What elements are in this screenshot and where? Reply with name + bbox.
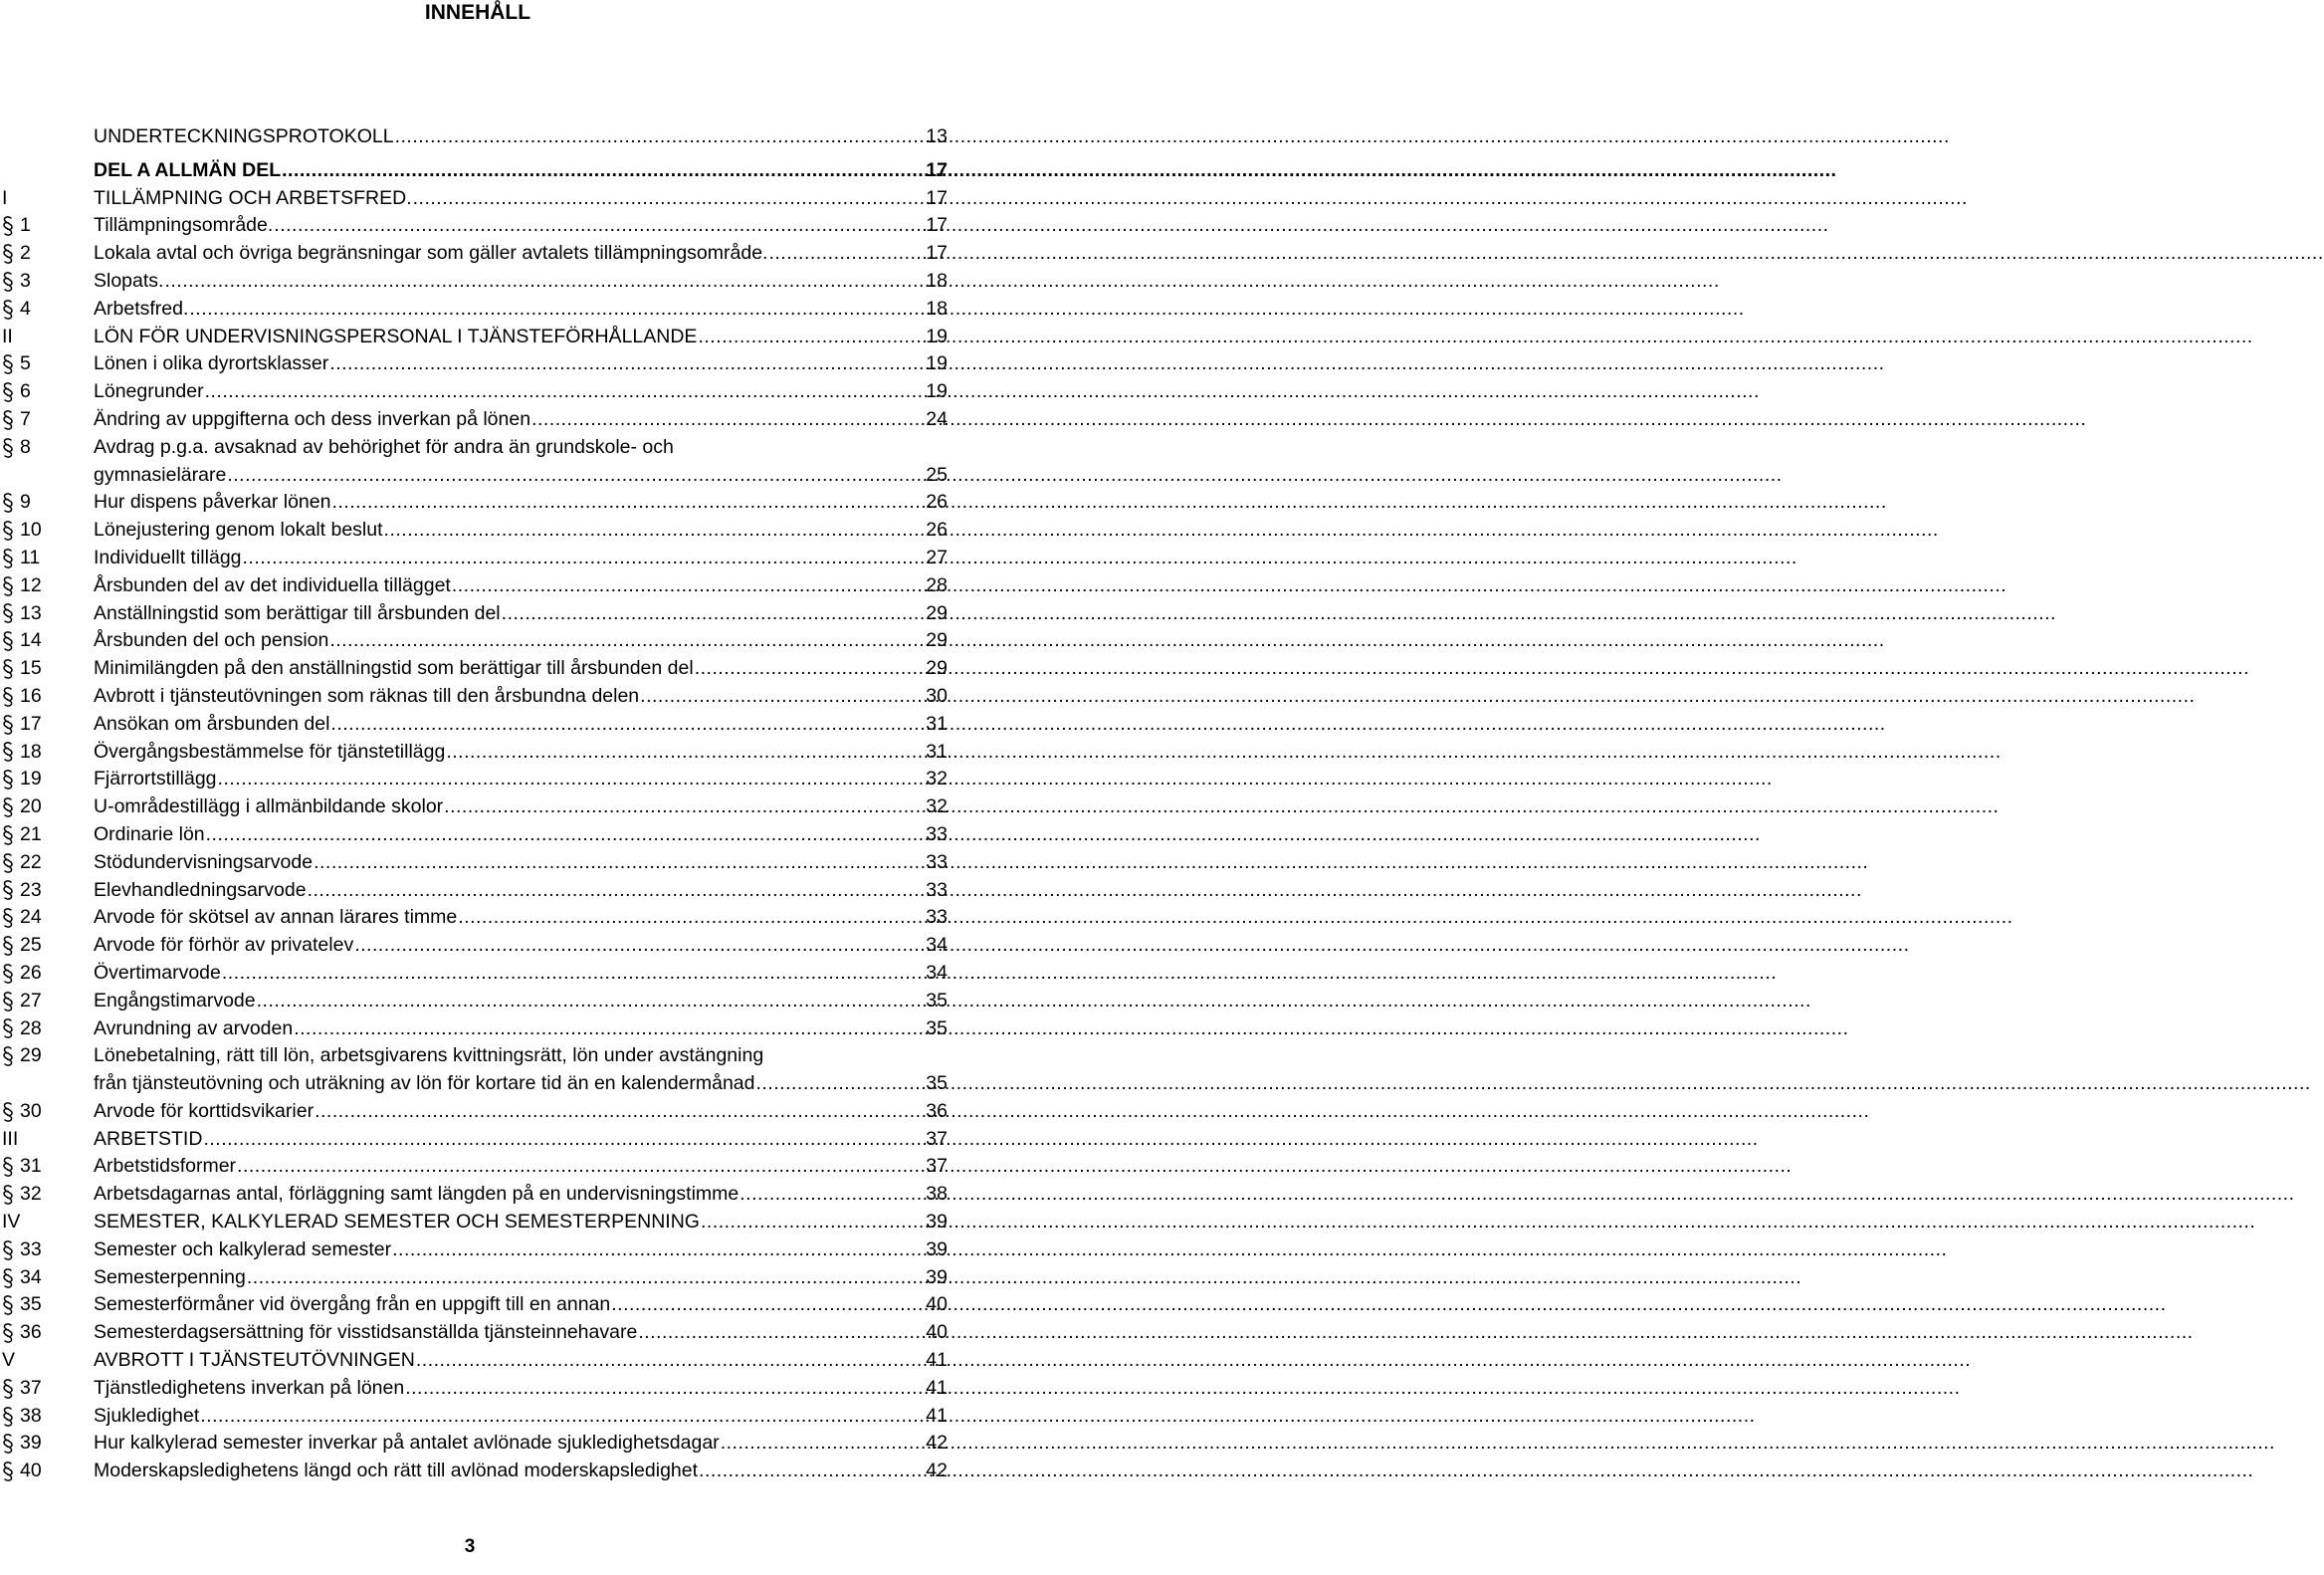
section-sign-icon (0, 268, 20, 296)
toc-entry-title: Arbetsfred. (94, 297, 189, 320)
toc-entry[interactable] (0, 655, 948, 683)
section-sign-icon (0, 517, 20, 545)
toc-entry[interactable] (0, 960, 948, 988)
toc-entry[interactable] (0, 212, 948, 240)
section-sign-icon (0, 793, 20, 821)
dot-leader (694, 655, 926, 683)
toc-page-number: 39 (926, 1265, 948, 1288)
toc-entry[interactable] (0, 793, 948, 821)
page-title: INNEHÅLL (424, 1, 531, 24)
dot-leader (226, 462, 926, 490)
toc-page-number: 17 (926, 214, 948, 237)
toc-page-number: 37 (926, 1127, 948, 1150)
dot-leader (443, 793, 926, 821)
dot-leader (236, 1153, 926, 1181)
dot-leader (217, 766, 926, 793)
section-sign-icon (0, 240, 20, 268)
section-number: 3 (20, 269, 31, 292)
section-number: 23 (20, 878, 42, 901)
section-sign-icon (0, 904, 20, 932)
toc-entry[interactable] (0, 1458, 948, 1485)
section-number: 18 (20, 740, 42, 763)
toc-page-number: 34 (926, 934, 948, 957)
section-sign-icon (0, 1153, 20, 1181)
toc-page-number: 36 (926, 1099, 948, 1122)
dot-leader (698, 1458, 926, 1485)
toc-entry-title: Engångstimarvode (94, 989, 256, 1012)
section-number: 35 (20, 1293, 42, 1316)
section-sign-icon (0, 1458, 20, 1485)
dot-leader (188, 296, 926, 324)
section-sign-icon (0, 1430, 20, 1458)
toc-entry-title: SEMESTER, KALKYLERAD SEMESTER OCH SEMESTERPENNING (94, 1211, 700, 1234)
dot-leader (330, 489, 926, 517)
toc-entry-title: Anställningstid som berättigar till årsbunden del (94, 601, 501, 624)
toc-entry-title: Arvode för skötsel av annan lärares timme (94, 906, 458, 929)
chapter-number: IV (2, 1211, 21, 1234)
toc-entry-title: U-områdestillägg i allmänbildande skolor (94, 795, 444, 818)
toc-entry[interactable] (0, 1153, 948, 1181)
section-sign-icon (0, 1375, 20, 1403)
toc-page-number: 17 (926, 242, 948, 265)
section-number: 8 (20, 435, 31, 458)
toc-entry[interactable] (0, 1264, 948, 1292)
toc-entry-title: Lokala avtal och övriga begränsningar som gäller avtalets tillämpningsområde. (94, 242, 768, 265)
toc-page-number: 31 (926, 712, 948, 735)
section-sign-icon (0, 821, 20, 849)
toc-entry-title-continued: gymnasielärare (94, 463, 227, 486)
toc-page-number: 24 (926, 407, 948, 430)
dot-leader (394, 123, 926, 151)
chapter-number: I (2, 186, 8, 209)
toc-page-number: 18 (926, 297, 948, 320)
dot-leader (720, 1430, 926, 1458)
toc-entry[interactable] (0, 268, 948, 296)
dot-leader (314, 1098, 926, 1126)
dot-leader (610, 1291, 926, 1319)
toc-entry[interactable] (0, 434, 948, 490)
section-sign-icon (0, 1403, 20, 1431)
section-sign-icon (0, 1264, 20, 1292)
toc-entry-title: Årsbunden del och pension (94, 629, 329, 652)
toc-entry-title: UNDERTECKNINGSPROTOKOLL (94, 125, 394, 147)
toc-page-number: 29 (926, 657, 948, 680)
section-sign-icon (0, 1319, 20, 1347)
section-sign-icon (0, 572, 20, 600)
toc-entry[interactable] (0, 123, 948, 151)
dot-leader (404, 1375, 926, 1403)
dot-leader (415, 1347, 926, 1375)
toc-entry-title: Stödundervisningsarvode (94, 850, 314, 873)
page-number: 3 (464, 1536, 476, 1557)
toc-entry[interactable] (0, 1319, 948, 1347)
section-number: 9 (20, 491, 31, 514)
section-number: 16 (20, 684, 42, 707)
dot-leader (307, 877, 926, 905)
toc-entry[interactable] (0, 350, 948, 378)
section-number: 25 (20, 934, 42, 957)
toc-entry[interactable] (0, 1237, 948, 1264)
chapter-number: III (2, 1127, 19, 1150)
section-number: 40 (20, 1460, 42, 1482)
toc-entry-title: Hur dispens påverkar lönen (94, 491, 331, 514)
toc-page-number: 17 (926, 158, 948, 181)
section-number: 28 (20, 1016, 42, 1039)
toc-entry[interactable] (0, 1098, 948, 1126)
toc-page-number: 18 (926, 269, 948, 292)
section-number: 1 (20, 214, 31, 237)
toc-entry[interactable] (0, 1403, 948, 1431)
section-number: 26 (20, 961, 42, 984)
section-number: 6 (20, 380, 31, 403)
toc-entry[interactable] (0, 1430, 948, 1458)
toc-entry[interactable] (0, 572, 948, 600)
toc-entry-title: ARBETSTID (94, 1127, 203, 1150)
dot-leader (755, 1070, 927, 1098)
toc-page-number: 35 (926, 1072, 948, 1095)
toc-entry-title: Avrundning av arvoden (94, 1016, 294, 1039)
toc-entry-title: Övertimarvode (94, 961, 221, 984)
toc-page-number: 13 (926, 125, 948, 147)
toc-entry[interactable] (0, 627, 948, 655)
section-sign-icon (0, 350, 20, 378)
toc-page-number: 19 (926, 325, 948, 347)
toc-page-number: 40 (926, 1321, 948, 1344)
dot-leader (199, 1403, 926, 1431)
toc-page-number: 26 (926, 519, 948, 542)
dot-leader (328, 350, 926, 378)
toc-entry[interactable] (0, 988, 948, 1015)
section-sign-icon (0, 1098, 20, 1126)
section-sign-icon (0, 627, 20, 655)
section-number: 14 (20, 629, 42, 652)
toc-entry-title: AVBROTT I TJÄNSTEUTÖVNINGEN (94, 1349, 415, 1372)
dot-leader (246, 1264, 926, 1292)
toc-entry-title: Arbetsdagarnas antal, förläggning samt längden på en undervisningstimme (94, 1183, 739, 1206)
toc-entry[interactable] (0, 240, 948, 268)
section-sign-icon (0, 766, 20, 793)
dot-leader (445, 739, 926, 767)
toc-page-number: 17 (926, 186, 948, 209)
toc-page-number: 41 (926, 1404, 948, 1427)
section-sign-icon (0, 988, 20, 1015)
toc-entry-title: Ordinarie lön (94, 822, 205, 845)
toc-entry[interactable] (0, 1042, 948, 1098)
toc-page-number: 30 (926, 684, 948, 707)
section-number: 31 (20, 1155, 42, 1178)
toc-entry-title: Arvode för korttidsvikarier (94, 1099, 315, 1122)
toc-page-number: 38 (926, 1183, 948, 1206)
toc-entry[interactable] (0, 739, 948, 767)
section-number: 19 (20, 768, 42, 790)
toc-page-number: 19 (926, 352, 948, 375)
toc-entry-title: Tillämpningsområde. (94, 214, 274, 237)
chapter-number: II (2, 325, 13, 347)
toc-entry[interactable] (0, 766, 948, 793)
toc-entry-title: Ändring av uppgifterna och dess inverkan på lönen (94, 407, 531, 430)
toc-entry[interactable] (0, 545, 948, 572)
toc-entry[interactable] (0, 296, 948, 324)
dot-leader (273, 212, 926, 240)
toc-entry[interactable] (0, 406, 948, 434)
section-sign-icon (0, 489, 20, 517)
toc-page-number: 29 (926, 629, 948, 652)
section-sign-icon (0, 378, 20, 406)
section-sign-icon (0, 932, 20, 960)
toc-entry-title: Semester och kalkylerad semester (94, 1238, 392, 1260)
section-sign-icon (0, 212, 20, 240)
toc-page-number: 26 (926, 491, 948, 514)
toc-entry-title: Avdrag p.g.a. avsaknad av behörighet för andra än grundskole- och (94, 435, 674, 458)
section-sign-icon (0, 1015, 20, 1043)
toc-page-number: 31 (926, 740, 948, 763)
toc-entry-title: Semesterförmåner vid övergång från en uppgift till en annan (94, 1293, 611, 1316)
dot-leader (353, 932, 926, 960)
toc-page-number: 32 (926, 768, 948, 790)
toc-entry[interactable] (0, 1291, 948, 1319)
section-number: 36 (20, 1321, 42, 1344)
toc-page-number: 19 (926, 380, 948, 403)
dot-leader (501, 600, 926, 628)
section-sign-icon (0, 849, 20, 877)
toc-page-number: 42 (926, 1432, 948, 1455)
dot-leader (530, 406, 926, 434)
section-sign-icon (0, 877, 20, 905)
section-sign-icon (0, 296, 20, 324)
toc-entry-title: LÖN FÖR UNDERVISNINGSPERSONAL I TJÄNSTEFÖRHÅLLANDE (94, 325, 698, 347)
toc-page-number: 29 (926, 601, 948, 624)
section-sign-icon (0, 960, 20, 988)
dot-leader (328, 627, 926, 655)
section-number: 17 (20, 712, 42, 735)
toc-entry[interactable] (0, 157, 948, 185)
toc-entry-title: Ansökan om årsbunden del (94, 712, 330, 735)
dot-leader (242, 545, 926, 572)
section-number: 27 (20, 989, 42, 1012)
dot-leader (700, 1209, 926, 1237)
toc-entry-title: Hur kalkylerad semester inverkar på antalet avlönade sjukledighetsdagar (94, 1432, 720, 1455)
dot-leader (329, 711, 926, 739)
toc-entry[interactable] (0, 324, 948, 351)
section-number: 33 (20, 1238, 42, 1260)
section-number: 38 (20, 1404, 42, 1427)
dot-leader (391, 1237, 926, 1264)
toc-page-number: 39 (926, 1238, 948, 1260)
section-sign-icon (0, 434, 20, 462)
section-number: 20 (20, 795, 42, 818)
toc-page-number: 33 (926, 850, 948, 873)
toc-page-number: 40 (926, 1293, 948, 1316)
toc-page-number: 37 (926, 1155, 948, 1178)
toc-entry[interactable] (0, 849, 948, 877)
section-number: 32 (20, 1183, 42, 1206)
toc-page-number: 32 (926, 795, 948, 818)
dot-leader (221, 960, 926, 988)
toc-entry-title: Tjänstledighetens inverkan på lönen (94, 1376, 405, 1399)
section-sign-icon (0, 739, 20, 767)
dot-leader (383, 517, 926, 545)
toc-page-number: 41 (926, 1349, 948, 1372)
toc-entry-title: Semesterdagsersättning för visstidsanställda tjänsteinnehavare (94, 1321, 638, 1344)
toc-entry[interactable] (0, 821, 948, 849)
toc-entry[interactable] (0, 1375, 948, 1403)
toc-entry-title: Arvode för förhör av privatelev (94, 934, 354, 957)
section-number: 10 (20, 519, 42, 542)
dot-leader (205, 821, 926, 849)
toc-entry-title: Sjukledighet (94, 1404, 200, 1427)
dot-leader (163, 268, 926, 296)
chapter-number: V (2, 1349, 16, 1372)
dot-leader (767, 240, 926, 268)
toc-page-number: 33 (926, 822, 948, 845)
toc-entry-title: Minimilängden på den anställningstid som berättigar till årsbunden del (94, 657, 694, 680)
section-number: 4 (20, 297, 31, 320)
dot-leader (204, 378, 926, 406)
toc-entry[interactable] (0, 1015, 948, 1043)
toc-entry[interactable] (0, 378, 948, 406)
toc-entry-title: Fjärrortstillägg (94, 768, 217, 790)
toc-page-number: 35 (926, 1016, 948, 1039)
toc-entry-title: Individuellt tillägg (94, 546, 242, 568)
toc-entry-title: Moderskapsledighetens längd och rätt till avlönad moderskapsledighet (94, 1460, 699, 1482)
toc-page-number: 25 (926, 463, 948, 486)
toc-page-number: 33 (926, 878, 948, 901)
dot-leader (637, 1319, 926, 1347)
section-number: 39 (20, 1432, 42, 1455)
section-number: 7 (20, 407, 31, 430)
section-sign-icon (0, 1181, 20, 1209)
toc-entry-title: Lönejustering genom lokalt beslut (94, 519, 383, 542)
section-number: 11 (20, 546, 41, 568)
table-of-contents (0, 123, 948, 1485)
dot-leader (281, 157, 926, 185)
section-sign-icon (0, 1291, 20, 1319)
section-number: 30 (20, 1099, 42, 1122)
toc-page-number: 42 (926, 1460, 948, 1482)
section-number: 22 (20, 850, 42, 873)
toc-entry[interactable] (0, 877, 948, 905)
toc-entry-title-continued: från tjänsteutövning och uträkning av lön för kortare tid än en kalendermånad (94, 1072, 755, 1095)
section-number: 34 (20, 1265, 42, 1288)
toc-page-number: 41 (926, 1376, 948, 1399)
dot-leader (697, 324, 926, 351)
section-number: 12 (20, 573, 42, 596)
toc-entry[interactable] (0, 600, 948, 628)
toc-entry-title: Lönegrunder (94, 380, 204, 403)
section-sign-icon (0, 711, 20, 739)
section-number: 24 (20, 906, 42, 929)
section-number: 2 (20, 242, 31, 265)
toc-entry[interactable] (0, 904, 948, 932)
toc-entry-title: Lönebetalning, rätt till lön, arbetsgivarens kvittningsrätt, lön under avstängning (94, 1044, 764, 1067)
toc-entry-title: Lönen i olika dyrortsklasser (94, 352, 329, 375)
section-number: 13 (20, 601, 42, 624)
toc-entry-title: Slopats. (94, 269, 164, 292)
section-number: 15 (20, 657, 42, 680)
toc-page-number: 28 (926, 573, 948, 596)
toc-entry-title: DEL A ALLMÄN DEL (94, 158, 282, 181)
section-sign-icon (0, 406, 20, 434)
section-sign-icon (0, 655, 20, 683)
toc-entry[interactable] (0, 1126, 948, 1154)
dot-leader (451, 572, 926, 600)
section-sign-icon (0, 683, 20, 711)
toc-entry-title: Övergångsbestämmelse för tjänstetillägg (94, 740, 446, 763)
toc-entry-title: TILLÄMPNING OCH ARBETSFRED. (94, 186, 412, 209)
dot-leader (412, 185, 926, 213)
toc-entry-title: Semesterpenning (94, 1265, 246, 1288)
toc-entry-title: Arbetstidsformer (94, 1155, 237, 1178)
toc-entry[interactable] (0, 711, 948, 739)
section-sign-icon (0, 545, 20, 572)
toc-page-number: 34 (926, 961, 948, 984)
toc-entry-title: Elevhandledningsarvode (94, 878, 307, 901)
section-number: 29 (20, 1044, 42, 1067)
toc-entry-title: Avbrott i tjänsteutövningen som räknas till den årsbundna delen (94, 684, 640, 707)
section-number: 37 (20, 1376, 42, 1399)
toc-page-number: 27 (926, 546, 948, 568)
dot-leader (739, 1181, 926, 1209)
toc-entry-title: Årsbunden del av det individuella tillägget (94, 573, 451, 596)
section-number: 5 (20, 352, 31, 375)
toc-entry[interactable] (0, 517, 948, 545)
section-sign-icon (0, 600, 20, 628)
dot-leader (313, 849, 926, 877)
section-number: 21 (20, 822, 42, 845)
dot-leader (202, 1126, 926, 1154)
toc-entry[interactable] (0, 1209, 948, 1237)
toc-entry[interactable] (0, 489, 948, 517)
section-sign-icon (0, 1042, 20, 1070)
toc-entry[interactable] (0, 932, 948, 960)
dot-leader (457, 904, 926, 932)
toc-page-number: 33 (926, 906, 948, 929)
section-sign-icon (0, 1237, 20, 1264)
toc-entry[interactable] (0, 185, 948, 213)
toc-entry[interactable] (0, 1181, 948, 1209)
toc-entry[interactable] (0, 683, 948, 711)
dot-leader (256, 988, 926, 1015)
dot-leader (293, 1015, 926, 1043)
toc-page-number: 35 (926, 989, 948, 1012)
toc-page-number: 39 (926, 1211, 948, 1234)
toc-entry[interactable] (0, 1347, 948, 1375)
dot-leader (639, 683, 926, 711)
